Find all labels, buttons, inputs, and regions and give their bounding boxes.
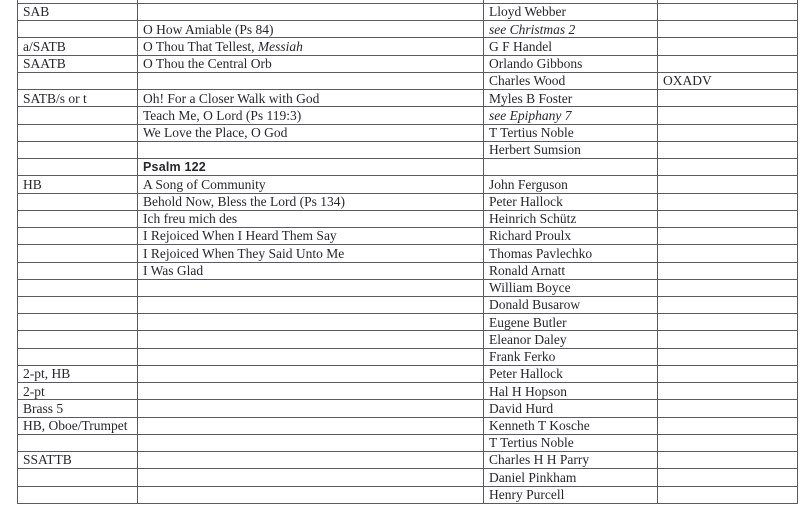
code-cell [658,469,798,486]
voicing-cell [18,90,138,107]
voicing-cell [18,452,138,469]
cell-text: Charles H H Parry [489,452,590,468]
title-cell [138,210,484,227]
cell-text: A Song of Community [143,176,266,192]
cell-text: I Was Glad [143,262,204,278]
cell-text: Peter Hallock [489,366,563,382]
cell-text: John Ferguson [489,176,568,192]
voicing-cell [18,314,138,331]
cell-text: Hal H Hopson [489,383,567,399]
voicing-cell [18,55,138,72]
table-row [18,417,798,434]
table-row [18,176,798,193]
code-cell [658,452,798,469]
table-row [18,383,798,400]
section-header-text: Psalm 122 [143,160,206,175]
cell-text: a/SATB [23,38,66,54]
code-cell [658,245,798,262]
title-cell [138,55,484,72]
cell-text: HB, Oboe/Trumpet [23,417,128,433]
cell-text: Charles Wood [489,73,566,89]
code-cell [658,141,798,158]
code-cell [658,21,798,38]
cell-text: Eugene Butler [489,314,567,330]
title-cell [138,400,484,417]
table-body [18,4,798,504]
voicing-cell [18,348,138,365]
voicing-cell [18,107,138,124]
table-row [18,72,798,89]
table-row [18,314,798,331]
cell-text: see Epiphany 7 [489,107,572,123]
voicing-cell [18,176,138,193]
title-cell [138,4,484,21]
code-cell [658,210,798,227]
code-cell [658,90,798,107]
title-cell [138,314,484,331]
table-row [18,4,798,21]
cell-text: William Boyce [489,280,571,296]
voicing-cell [18,365,138,382]
composer-cell [484,262,658,279]
cell-text: Frank Ferko [489,349,556,365]
cell-text: T Tertius Noble [489,435,574,451]
cell-text: David Hurd [489,400,554,416]
title-cell [138,124,484,141]
cell-text: Messiah [257,38,303,54]
cell-text: Heinrich Schütz [489,211,577,227]
voicing-cell [18,193,138,210]
cell-text: HB [23,176,42,192]
composer-cell [484,90,658,107]
voicing-cell [18,383,138,400]
title-cell [138,21,484,38]
code-cell [658,417,798,434]
voicing-cell [18,72,138,89]
cell-text: Myles B Foster [489,90,573,106]
cell-text: Kenneth T Kosche [489,417,590,433]
code-cell [658,296,798,313]
composer-cell [484,141,658,158]
cell-text: SAB [23,4,50,20]
title-cell [138,365,484,382]
voicing-cell [18,245,138,262]
cell-text: SSATTB [23,452,72,468]
title-cell [138,90,484,107]
title-cell [138,452,484,469]
voicing-cell [18,210,138,227]
composer-cell [484,469,658,486]
table-row [18,21,798,38]
cell-text: Henry Purcell [489,487,565,503]
code-cell [658,383,798,400]
title-cell [138,193,484,210]
voicing-cell [18,38,138,55]
cell-text: G F Handel [489,38,552,54]
code-cell [658,228,798,245]
composer-cell [484,365,658,382]
cell-text: Ich freu mich des [143,211,238,227]
code-cell [658,400,798,417]
code-cell [658,434,798,451]
composer-cell [484,279,658,296]
code-cell [658,38,798,55]
cell-text: Daniel Pinkham [489,469,577,485]
cell-text: SATB/s or t [23,90,87,106]
code-cell [658,331,798,348]
code-cell [658,314,798,331]
table-row [18,90,798,107]
code-cell [658,262,798,279]
table-row [18,38,798,55]
code-cell [658,124,798,141]
voicing-cell [18,228,138,245]
voicing-cell [18,434,138,451]
voicing-cell [18,279,138,296]
composer-cell [484,348,658,365]
title-cell [138,245,484,262]
composer-cell [484,55,658,72]
composer-cell [484,193,658,210]
table-row [18,331,798,348]
title-cell [138,159,484,176]
table-row [18,400,798,417]
table-row [18,210,798,227]
composer-cell [484,124,658,141]
cell-text: O Thou That Tellest, [143,38,258,54]
table-row [18,193,798,210]
table-row [18,124,798,141]
voicing-cell [18,159,138,176]
title-cell [138,434,484,451]
composer-cell [484,72,658,89]
composer-cell [484,383,658,400]
voicing-cell [18,124,138,141]
title-cell [138,348,484,365]
cell-text: Oh! For a Closer Walk with God [143,90,320,106]
code-cell [658,4,798,21]
composer-cell [484,400,658,417]
table-row [18,296,798,313]
composer-cell [484,159,658,176]
cell-text: Peter Hallock [489,193,563,209]
voicing-cell [18,486,138,503]
code-cell [658,193,798,210]
composer-cell [484,107,658,124]
table-row [18,55,798,72]
composer-cell [484,417,658,434]
table-row [18,348,798,365]
cell-text: Behold Now, Bless the Lord (Ps 134) [143,193,345,209]
code-cell [658,159,798,176]
code-cell [658,55,798,72]
title-cell [138,72,484,89]
title-cell [138,469,484,486]
cell-text: OXADV [663,73,712,89]
cell-text: 2-pt, HB [23,366,71,382]
title-cell [138,383,484,400]
cell-text: I Rejoiced When I Heard Them Say [143,228,337,244]
table-row [18,365,798,382]
code-cell [658,72,798,89]
table-row [18,245,798,262]
table-row [18,159,798,176]
title-cell [138,176,484,193]
composer-cell [484,21,658,38]
voicing-cell [18,469,138,486]
title-cell [138,417,484,434]
cell-text: Richard Proulx [489,228,572,244]
cell-text: Thomas Pavlechko [489,245,593,261]
cell-text: SAATB [23,56,66,72]
cell-text: Brass 5 [23,400,64,416]
composer-cell [484,331,658,348]
cell-text: Eleanor Daley [489,331,567,347]
code-cell [658,348,798,365]
cell-text: O Thou the Central Orb [143,56,272,72]
composer-cell [484,176,658,193]
composer-cell [484,452,658,469]
title-cell [138,228,484,245]
title-cell [138,262,484,279]
cell-text: T Tertius Noble [489,125,574,140]
title-cell [138,107,484,124]
table-row [18,107,798,124]
title-cell [138,141,484,158]
title-cell [138,296,484,313]
code-cell [658,486,798,503]
composer-cell [484,210,658,227]
composer-cell [484,486,658,503]
cell-text: I Rejoiced When They Said Unto Me [143,245,345,261]
table-row [18,469,798,486]
table-row [18,141,798,158]
voicing-cell [18,331,138,348]
composer-cell [484,4,658,21]
composer-cell [484,228,658,245]
composer-cell [484,245,658,262]
composer-cell [484,314,658,331]
voicing-cell [18,141,138,158]
voicing-cell [18,4,138,21]
code-cell [658,107,798,124]
cell-text: We Love the Place, O God [143,125,288,140]
voicing-cell [18,417,138,434]
cell-text: Donald Busarow [489,297,581,313]
table-row [18,434,798,451]
title-cell [138,279,484,296]
choral-index-table [17,3,798,504]
table-row [18,486,798,503]
code-cell [658,279,798,296]
cell-text: see Christmas 2 [489,21,576,37]
title-cell [138,486,484,503]
cell-text: O How Amiable (Ps 84) [143,21,274,37]
title-cell [138,331,484,348]
cell-text: Lloyd Webber [489,4,567,20]
cell-text: Herbert Sumsion [489,142,581,158]
voicing-cell [18,21,138,38]
cell-text: Ronald Arnatt [489,262,566,278]
code-cell [658,365,798,382]
composer-cell [484,296,658,313]
voicing-cell [18,296,138,313]
cell-text: Orlando Gibbons [489,56,583,72]
table-row [18,228,798,245]
cell-text: 2-pt [23,383,45,399]
composer-cell [484,434,658,451]
voicing-cell [18,400,138,417]
composer-cell [484,38,658,55]
title-cell [138,38,484,55]
table-row [18,262,798,279]
table-row [18,452,798,469]
cell-text: Teach Me, O Lord (Ps 119:3) [143,107,302,123]
code-cell [658,176,798,193]
table-row [18,279,798,296]
voicing-cell [18,262,138,279]
